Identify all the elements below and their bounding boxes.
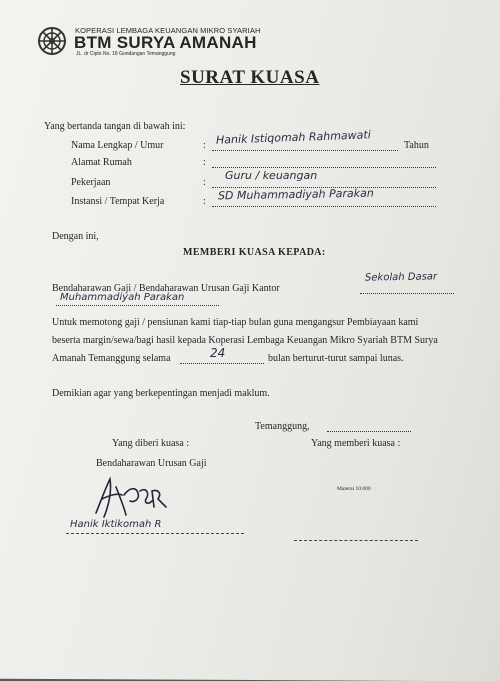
name-dotted-line <box>212 150 398 151</box>
place-text: Temanggung, <box>255 421 310 432</box>
institution-dotted-line <box>212 206 436 207</box>
months-dotted-line <box>180 363 264 364</box>
kantor-dotted-line <box>360 293 454 294</box>
job-label: Pekerjaan <box>71 177 111 188</box>
colon: : <box>203 177 206 188</box>
giver-sign-line <box>294 540 418 541</box>
receiver-title: Bendaharawan Urusan Gaji <box>96 458 207 469</box>
dengan-text: Dengan ini, <box>52 231 99 242</box>
closing-text: Demikian agar yang berkepentingan menjadi maklum. <box>52 388 270 399</box>
giver-label: Yang memberi kuasa : <box>311 438 401 449</box>
para-line-3b: bulan berturut-turut sampai lunas. <box>268 353 404 364</box>
para-line-1: Untuk memotong gaji / pensiunan kami tiap-tiap bulan guna mengangsur Pembiayaan kami <box>52 317 419 328</box>
address-dotted-line <box>212 167 436 168</box>
para-line-2: beserta margin/sewa/bagi hasil kepada Koperasi Lembaga Keuangan Mikro Syariah BTM Surya <box>52 335 438 346</box>
org-line: KOPERASI LEMBAGA KEUANGAN MIKRO SYARIAH <box>75 26 261 35</box>
intro-text: Yang bertanda tangan di bawah ini: <box>44 121 186 132</box>
tahun-label: Tahun <box>404 140 429 151</box>
stamp-text: Materai 10.000 <box>337 486 371 492</box>
org-name: BTM SURYA AMANAH <box>74 33 257 52</box>
colon: : <box>203 140 206 151</box>
colon: : <box>203 157 206 168</box>
receiver-label: Yang diberi kuasa : <box>112 438 190 449</box>
name-value: Hanik Istiqomah Rahmawati <box>215 128 371 147</box>
kuasa-heading: MEMBERI KUASA KEPADA: <box>183 247 326 258</box>
months-value: 24 <box>210 346 226 360</box>
signature-icon <box>86 473 176 521</box>
address-label: Alamat Rumah <box>71 157 132 168</box>
kantor-value-2: Muhammadiyah Parakan <box>60 292 185 303</box>
colon: : <box>203 196 206 207</box>
bendahara-text: Bendaharawan Gaji / Bendaharawan Urusan Gaji Kantor <box>52 283 280 294</box>
cooperative-logo-icon <box>37 26 67 56</box>
name-label: Nama Lengkap / Umur <box>71 140 164 151</box>
date-dotted-line <box>327 431 411 432</box>
receiver-sign-line <box>66 533 244 534</box>
document-title: SURAT KUASA <box>180 67 320 88</box>
kantor-dotted-line-2 <box>56 305 219 306</box>
job-value: Guru / keuangan <box>225 169 318 182</box>
institution-value: SD Muhammadiyah Parakan <box>217 186 374 203</box>
kantor-value-1: Sekolah Dasar <box>364 271 438 284</box>
para-line-3a: Amanah Temanggung selama <box>52 353 171 364</box>
org-address: JL. dr Cipto No. 18 Gondangan Temanggung <box>76 51 176 57</box>
receiver-name: Hanik Iktikomah R <box>70 519 162 530</box>
institution-label: Instansi / Tempat Kerja <box>71 196 165 207</box>
